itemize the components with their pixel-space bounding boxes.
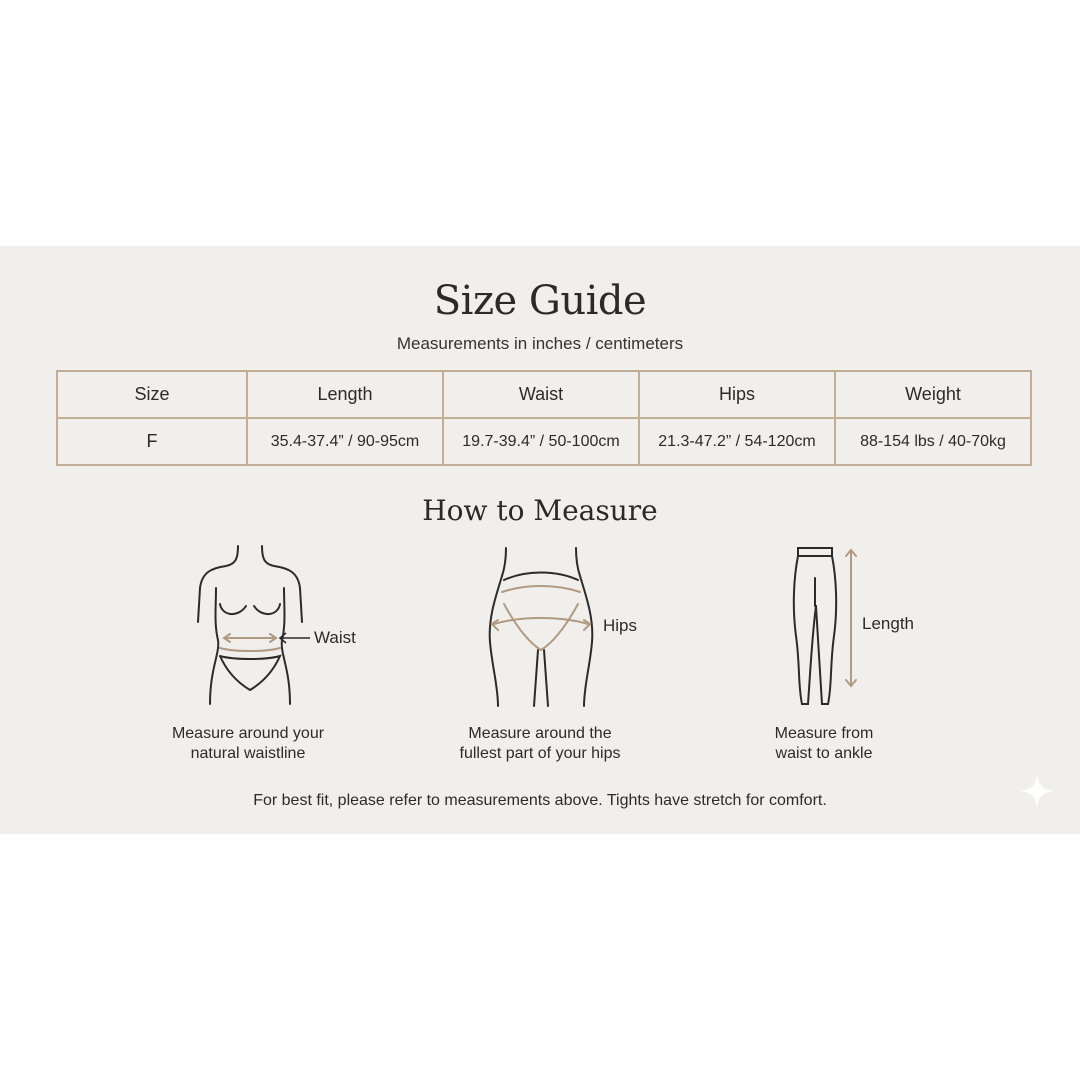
- page-subtitle: Measurements in inches / centimeters: [396, 334, 684, 353]
- legs-length-icon: [790, 546, 860, 710]
- column-header-hips: Hips: [639, 371, 835, 418]
- size-table: [56, 370, 1032, 466]
- column-header-weight: Weight: [835, 371, 1031, 418]
- cell-length: 35.4-37.4” / 90-95cm: [247, 418, 443, 465]
- column-header-size: Size: [57, 371, 247, 418]
- cell-hips: 21.3-47.2” / 54-120cm: [639, 418, 835, 465]
- cell-size: F: [57, 418, 247, 465]
- waist-pointer-arrow-icon: [278, 632, 312, 644]
- hips-caption: Measure around the fullest part of your hips: [459, 725, 621, 762]
- length-caption: Measure from waist to ankle: [774, 725, 874, 762]
- hips-label: Hips: [603, 616, 638, 635]
- table-row: [57, 418, 1031, 465]
- cell-waist: 19.7-39.4” / 50-100cm: [443, 418, 639, 465]
- how-to-measure-heading: How to Measure: [422, 494, 658, 527]
- fit-note: For best fit, please refer to measurements above. Tights have stretch for comfort.: [253, 792, 827, 809]
- waist-label: Waist: [314, 628, 356, 647]
- sparkle-icon: [1018, 772, 1056, 810]
- table-header-row: [57, 371, 1031, 418]
- size-guide-panel: [0, 246, 1080, 834]
- waist-caption: Measure around your natural waistline: [171, 725, 325, 762]
- column-header-waist: Waist: [443, 371, 639, 418]
- cell-weight: 88-154 lbs / 40-70kg: [835, 418, 1031, 465]
- hips-icon: [486, 546, 596, 708]
- page-title: Size Guide: [433, 278, 647, 324]
- column-header-length: Length: [247, 371, 443, 418]
- length-label: Length: [862, 614, 914, 633]
- torso-waist-icon: [190, 544, 310, 714]
